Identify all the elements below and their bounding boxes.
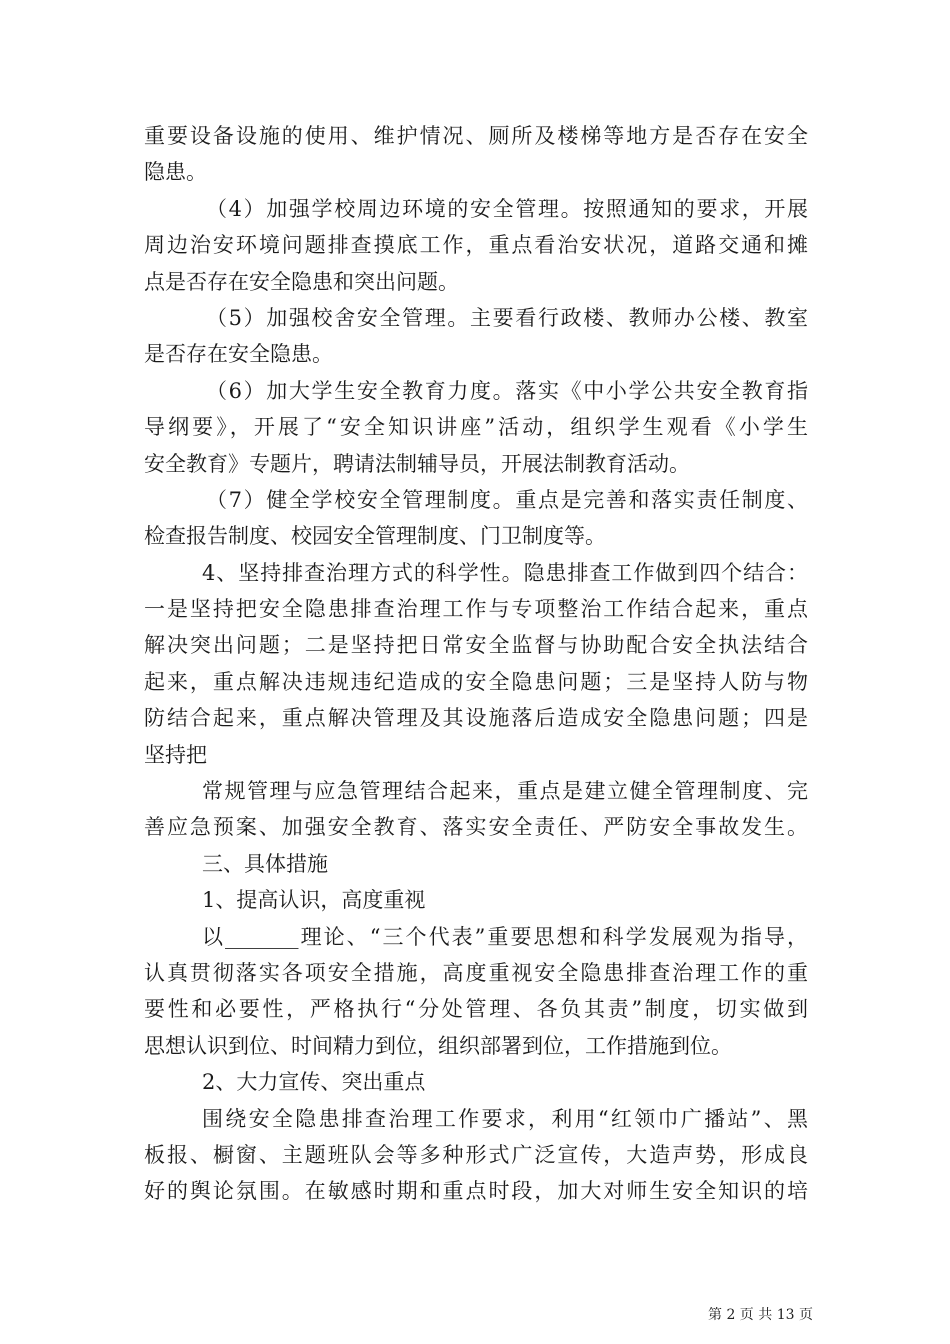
text-line: 要性和必要性，严格执行“分处管理、各负其责”制度，切实做到 — [144, 997, 808, 1022]
section-heading: 三、具体措施 — [202, 851, 328, 876]
text-line: 隐患。 — [144, 160, 207, 185]
text-line: 坚持把 — [144, 742, 207, 767]
text-line: 防结合起来，重点解决管理及其设施落后造成安全隐患问题；四是 — [144, 706, 808, 731]
text-line: 4、坚持排查治理方式的科学性。隐患排查工作做到四个结合： — [202, 560, 808, 585]
text-line: 解决突出问题；二是坚持把日常安全监督与协助配合安全执法结合 — [144, 633, 808, 658]
text-line: 导纲要》，开展了“安全知识讲座”活动，组织学生观看《小学生 — [144, 415, 808, 440]
text-line: 点是否存在安全隐患和突出问题。 — [144, 269, 459, 294]
text-line: 板报、橱窗、主题班队会等多种形式广泛宣传，大造声势，形成良 — [144, 1142, 808, 1167]
text-line: 常规管理与应急管理结合起来，重点是建立健全管理制度、完 — [202, 779, 808, 804]
text-line: （5）加强校舍安全管理。主要看行政楼、教师办公楼、教室 — [206, 305, 808, 330]
text-line: 善应急预案、加强安全教育、落实安全责任、严防安全事故发生。 — [144, 815, 808, 840]
text-line: 周边治安环境问题排查摸底工作，重点看治安状况，道路交通和摊 — [144, 233, 808, 258]
text-line: 思想认识到位、时间精力到位，组织部署到位，工作措施到位。 — [144, 1033, 732, 1058]
text-line: （4）加强学校周边环境的安全管理。按照通知的要求，开展 — [206, 196, 808, 221]
text-line: 是否存在安全隐患。 — [144, 342, 333, 367]
subsection-heading: 2、大力宣传、突出重点 — [202, 1070, 426, 1095]
page-number: 第 2 页 共 13 页 — [708, 1307, 813, 1323]
text-line: 安全教育》专题片，聘请法制辅导员，开展法制教育活动。 — [144, 451, 690, 476]
text-line: 以_______理论、“三个代表”重要思想和科学发展观为指导， — [202, 924, 808, 949]
text-line: （6）加大学生安全教育力度。落实《中小学公共安全教育指 — [206, 378, 808, 403]
text-line: 围绕安全隐患排查治理工作要求，利用“红领巾广播站”、黑 — [202, 1106, 808, 1131]
document-body — [144, 118, 808, 1210]
text-line: 检查报告制度、校园安全管理制度、门卫制度等。 — [144, 524, 606, 549]
text-line: 起来，重点解决违规违纪造成的安全隐患问题；三是坚持人防与物 — [144, 669, 808, 694]
text-line: 重要设备设施的使用、维护情况、厕所及楼梯等地方是否存在安全 — [144, 124, 808, 148]
text-line: 认真贯彻落实各项安全措施，高度重视安全隐患排查治理工作的重 — [144, 960, 808, 985]
text-line: 一是坚持把安全隐患排查治理工作与专项整治工作结合起来，重点 — [144, 597, 808, 622]
text-line: （7）健全学校安全管理制度。重点是完善和落实责任制度、 — [206, 487, 808, 512]
text-line: 好的舆论氛围。在敏感时期和重点时段，加大对师生安全知识的培 — [144, 1179, 808, 1204]
subsection-heading: 1、提高认识，高度重视 — [202, 888, 426, 913]
